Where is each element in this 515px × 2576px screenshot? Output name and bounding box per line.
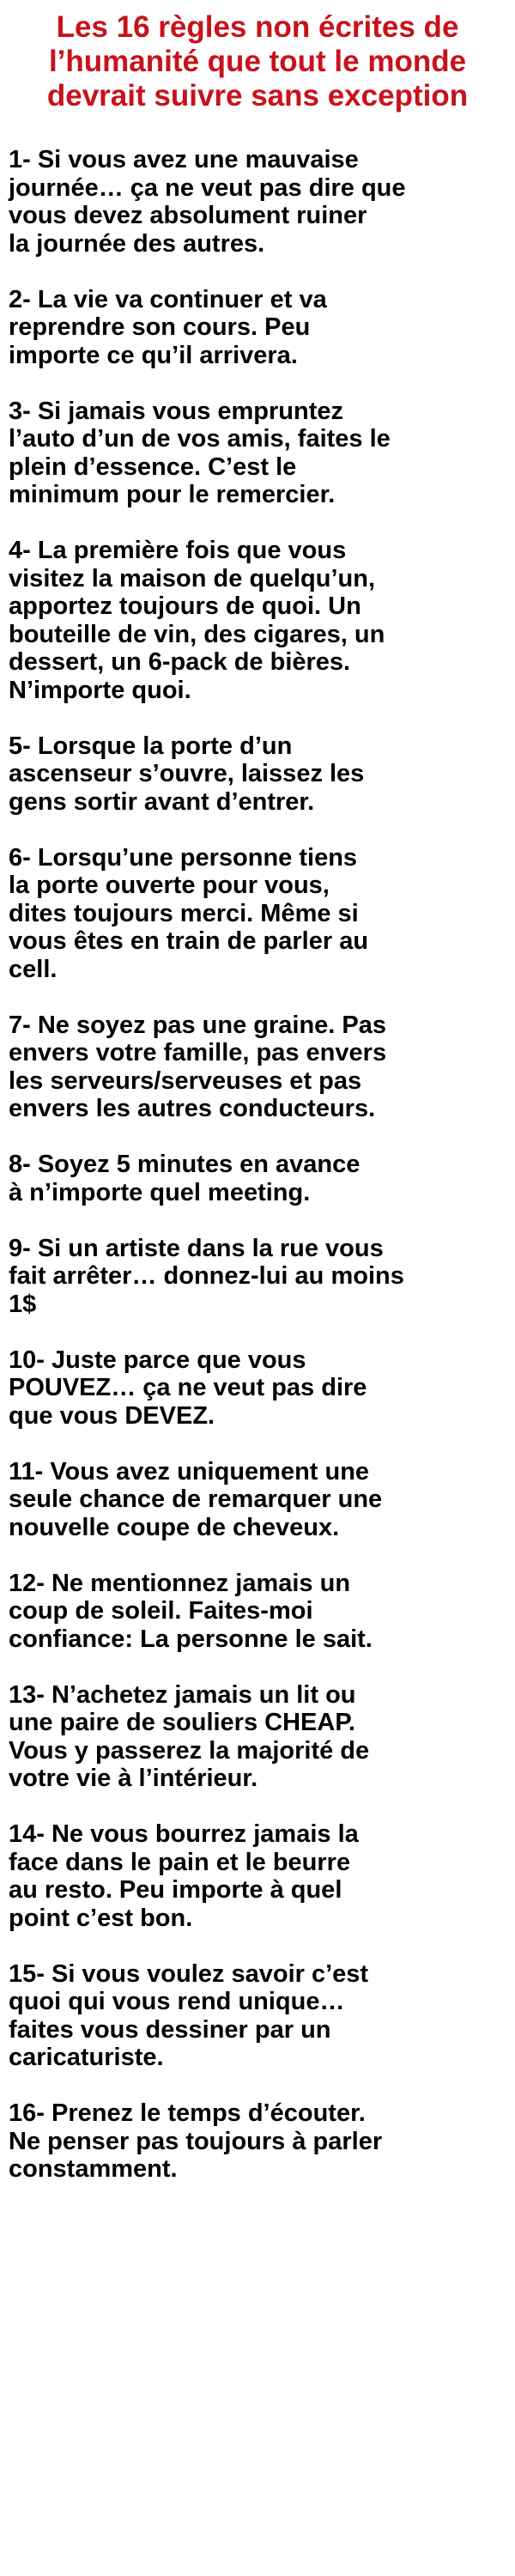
rule-item-16	[9, 2099, 511, 2184]
rule-text-line: vous devez absolument ruiner	[9, 202, 367, 229]
rule-item-12	[9, 1570, 511, 1654]
rule-text-line: cell.	[9, 955, 58, 983]
rule-text-line: minimum pour le remercier.	[9, 481, 336, 508]
rule-text-line: ascenseur s’ouvre, laissez les	[9, 760, 365, 787]
rule-text-line: 4- La première fois que vous	[9, 537, 347, 564]
rule-text-line: coup de soleil. Faites-moi	[9, 1597, 313, 1625]
title-line: Les 16 règles non écrites de	[56, 10, 459, 44]
rule-text-line: caricaturiste.	[9, 2044, 164, 2071]
rule-text-line: 12- Ne mentionnez jamais un	[9, 1569, 351, 1597]
page-title	[9, 10, 506, 113]
rule-text-line: 10- Juste parce que vous	[9, 1346, 306, 1374]
rule-text-line: à n’importe quel meeting.	[9, 1178, 311, 1206]
rule-text-line: N’importe quoi.	[9, 676, 191, 704]
rule-text-line: 15- Si vous voulez savoir c’est	[9, 1959, 369, 1988]
rule-text-line: 1- Si vous avez une mauvaise	[9, 146, 359, 173]
rule-text-line: fait arrêter… donnez-lui au moins	[9, 1262, 404, 1290]
rule-item-3	[9, 398, 511, 509]
rule-text-line: 11- Vous avez uniquement une	[9, 1457, 370, 1485]
rule-text-line: la porte ouverte pour vous,	[9, 872, 330, 899]
rule-text-line: votre vie à l’intérieur.	[9, 1765, 258, 1792]
rule-text-line: 3- Si jamais vous empruntez	[9, 397, 344, 425]
rule-text-line: 2- La vie va continuer et va	[9, 285, 327, 313]
rule-text-line: nouvelle coupe de cheveux.	[9, 1513, 340, 1541]
rule-text-line: Ne penser pas toujours à parler	[9, 2127, 383, 2155]
rule-item-5	[9, 732, 511, 817]
rule-text-line: 8- Soyez 5 minutes en avance	[9, 1151, 360, 1178]
rule-text-line: point c’est bon.	[9, 1904, 193, 1932]
rule-text-line: quoi qui vous rend unique…	[9, 1988, 345, 2015]
rule-text-line: 13- N’achetez jamais un lit ou	[9, 1680, 356, 1709]
rule-text-line: reprendre son cours. Peu	[9, 313, 311, 341]
rule-text-line: 16- Prenez le temps d’écouter.	[9, 2099, 366, 2127]
rule-text-line: face dans le pain et le beurre	[9, 1848, 351, 1876]
rule-text-line: envers les autres conducteurs.	[9, 1095, 376, 1122]
title-line: l’humanité que tout le monde	[48, 45, 467, 78]
rules-list	[9, 146, 511, 2211]
rule-text-line: au resto. Peu importe à quel	[9, 1876, 342, 1904]
rule-text-line: 5- Lorsque la porte d’un	[9, 732, 293, 760]
rule-text-line: journée… ça ne veut pas dire que	[9, 173, 406, 202]
rule-text-line: gens sortir avant d’entrer.	[9, 787, 315, 816]
rule-item-2	[9, 286, 511, 370]
rule-text-line: seule chance de remarquer une	[9, 1485, 383, 1513]
rule-text-line: bouteille de vin, des cigares, un	[9, 620, 385, 648]
rule-text-line: dites toujours merci. Même si	[9, 899, 359, 927]
rule-item-8	[9, 1151, 511, 1206]
rule-text-line: POUVEZ… ça ne veut pas dire	[9, 1374, 367, 1401]
rule-text-line: constamment.	[9, 2155, 178, 2183]
rule-item-13	[9, 1681, 511, 1793]
rule-item-1	[9, 146, 511, 258]
rule-text-line: confiance: La personne le sait.	[9, 1625, 373, 1653]
rule-text-line: importe ce qu’il arrivera.	[9, 341, 298, 369]
title-line: devrait suivre sans exception	[46, 79, 469, 112]
rule-item-9	[9, 1235, 511, 1319]
rule-text-line: 1$	[9, 1290, 37, 1318]
rule-item-14	[9, 1820, 511, 1932]
rule-text-line: vous êtes en train de parler au	[9, 927, 369, 955]
rule-text-line: plein d’essence. C’est le	[9, 453, 297, 481]
rule-text-line: envers votre famille, pas envers	[9, 1039, 387, 1066]
rule-text-line: 6- Lorsqu’une personne tiens	[9, 843, 358, 872]
rule-text-line: 7- Ne soyez pas une graine. Pas	[9, 1011, 387, 1039]
rule-item-11	[9, 1458, 511, 1542]
rule-text-line: visitez la maison de quelqu’un,	[9, 564, 376, 592]
rule-text-line: la journée des autres.	[9, 229, 265, 258]
rule-text-line: 9- Si un artiste dans la rue vous	[9, 1234, 384, 1262]
rule-item-4	[9, 537, 511, 704]
rule-text-line: 14- Ne vous bourrez jamais la	[9, 1820, 359, 1848]
rule-text-line: Vous y passerez la majorité de	[9, 1736, 370, 1765]
rule-text-line: une paire de souliers CHEAP.	[9, 1709, 355, 1736]
rule-item-10	[9, 1346, 511, 1431]
rule-text-line: les serveurs/serveuses et pas	[9, 1066, 362, 1095]
rule-text-line: apportez toujours de quoi. Un	[9, 592, 361, 620]
rule-item-6	[9, 844, 511, 984]
rule-item-7	[9, 1012, 511, 1123]
rule-text-line: l’auto d’un de vos amis, faites le	[9, 425, 391, 453]
rule-item-15	[9, 1960, 511, 2072]
rule-text-line: dessert, un 6-pack de bières.	[9, 648, 351, 676]
rule-text-line: que vous DEVEZ.	[9, 1401, 215, 1430]
rule-text-line: faites vous dessiner par un	[9, 2015, 331, 2044]
